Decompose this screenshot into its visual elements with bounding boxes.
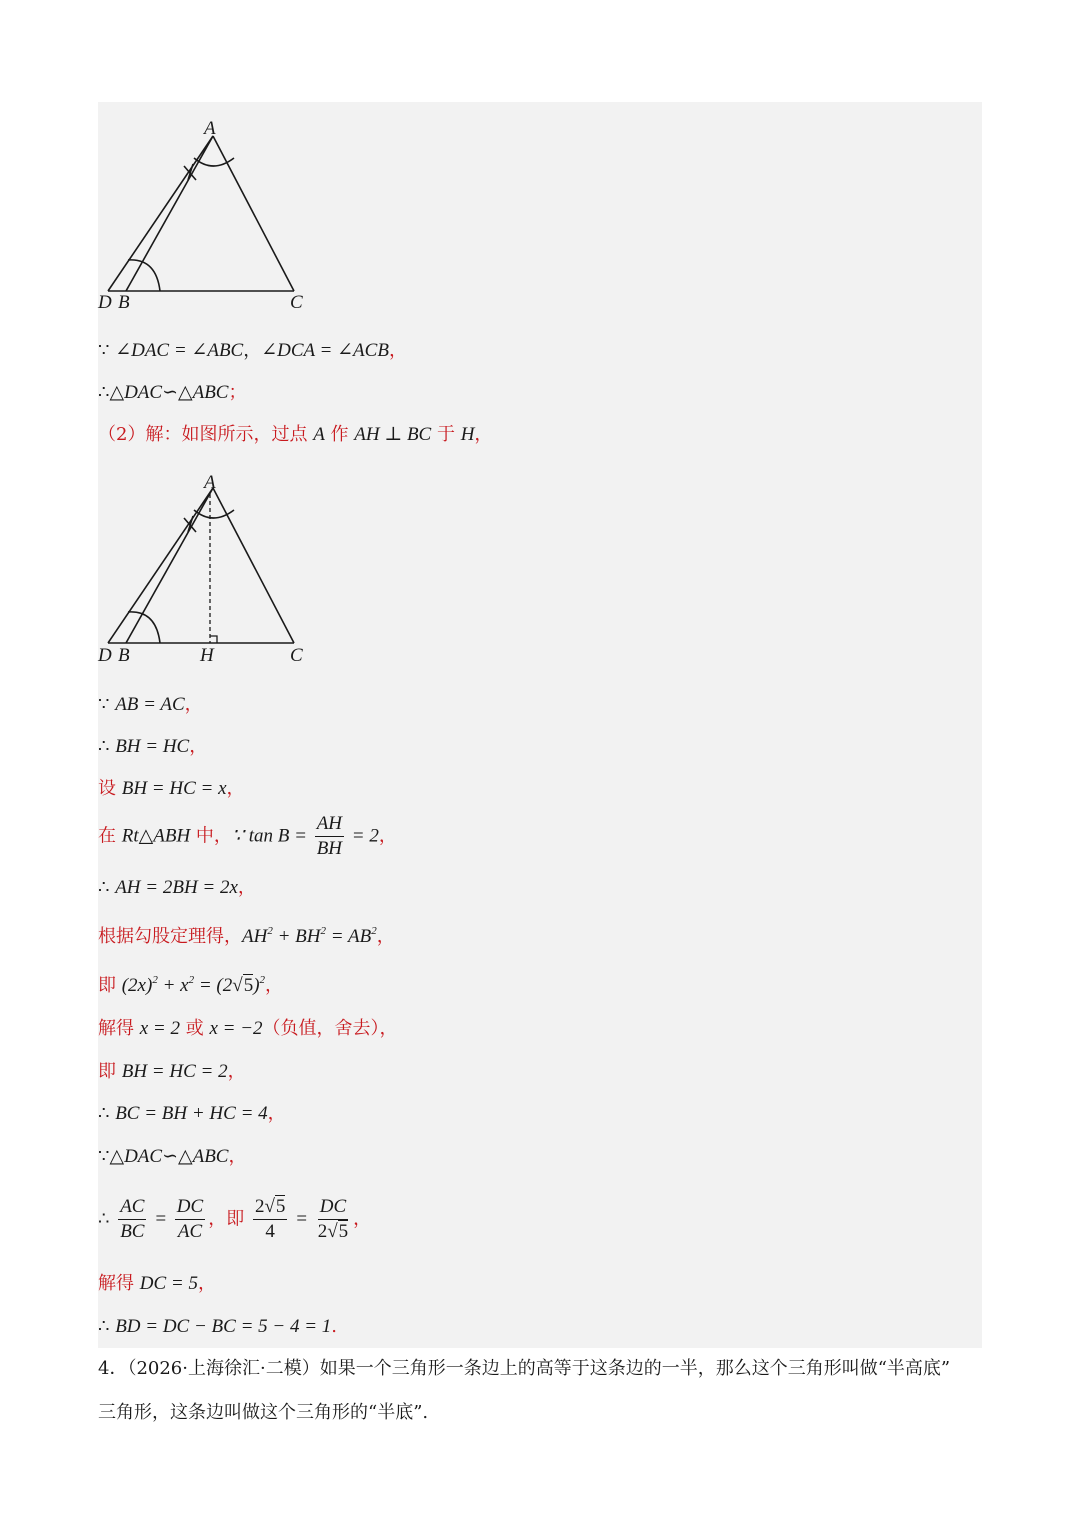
ratio-fraction-1: $\frac{AC}{BC}$ [120, 1196, 145, 1242]
line-12: 即 BH = HC = 2， [98, 1061, 246, 1082]
fig1-label-B: B [118, 292, 130, 313]
ratio-fraction-2: $\frac{DC}{AC}$ [176, 1196, 204, 1242]
line-13: ∴ BC = BH + HC = 4， [98, 1103, 286, 1124]
line-5: ∴ BH = HC， [98, 736, 208, 757]
line-6: 设 BH = HC = x， [98, 778, 245, 799]
fig1-label-D: D [98, 292, 112, 313]
fig1-label-C: C [290, 292, 303, 313]
tanB-fraction: $\frac{AH}{BH}$ [316, 813, 343, 859]
line-1: ∵ ∠DAC = ∠ABC，∠DCA = ∠ACB， [98, 340, 407, 361]
fig2-label-H: H [200, 645, 214, 666]
question-4-line-1: 4．（2026·上海徐汇·二模）如果一个三角形一条边上的高等于这条边的一半，那么这个三角形叫做“半高底” [98, 1358, 951, 1379]
line-3: （2）解：如图所示，过点 A 作 AH ⊥ BC 于 H， [98, 424, 493, 445]
line-17: ∴ BD = DC − BC = 5 − 4 = 1. [98, 1316, 338, 1337]
fig2-label-D: D [98, 645, 112, 666]
fig2-label-C: C [290, 645, 303, 666]
line-11: 解得 x = 2 或 x = −2（负值，舍去）， [98, 1018, 398, 1039]
question-4-line-2: 三角形，这条边叫做这个三角形的“半底”. [98, 1402, 429, 1423]
line-2: ∴△DAC∽△ABC； [98, 382, 247, 403]
fig1-label-A: A [204, 118, 216, 139]
triangle-figure-1 [96, 118, 326, 318]
line-16: 解得 DC = 5， [98, 1273, 216, 1294]
fig2-label-B: B [118, 645, 130, 666]
line-14: ∵△DAC∽△ABC， [98, 1146, 247, 1167]
line-8: ∴ AH = 2BH = 2x， [98, 877, 256, 898]
line-7: 在 Rt△ABH 中，∵ tan B = $\frac{AH}{BH}$ = 2， [98, 813, 397, 859]
line-9: 根据勾股定理得，$AH^2 + BH^2 = AB^2$， [98, 925, 395, 947]
line-15: ∴ $\frac{AC}{BC}$ = $\frac{DC}{AC}$ ，即 $\frac{2√5}{4}$ = $\frac{DC}{2√5}$ ， [98, 1196, 372, 1242]
fig2-label-A: A [204, 472, 216, 493]
ratio-fraction-4: $\frac{DC}{2√5}$ [317, 1196, 349, 1242]
triangle-figure-2 [96, 472, 326, 672]
line-10: 即 $(2x)^2 + x^2 = (2√5)^2$， [98, 974, 284, 996]
ratio-fraction-3: $\frac{2√5}{4}$ [254, 1196, 286, 1242]
line-4: ∵ AB = AC， [98, 694, 203, 715]
